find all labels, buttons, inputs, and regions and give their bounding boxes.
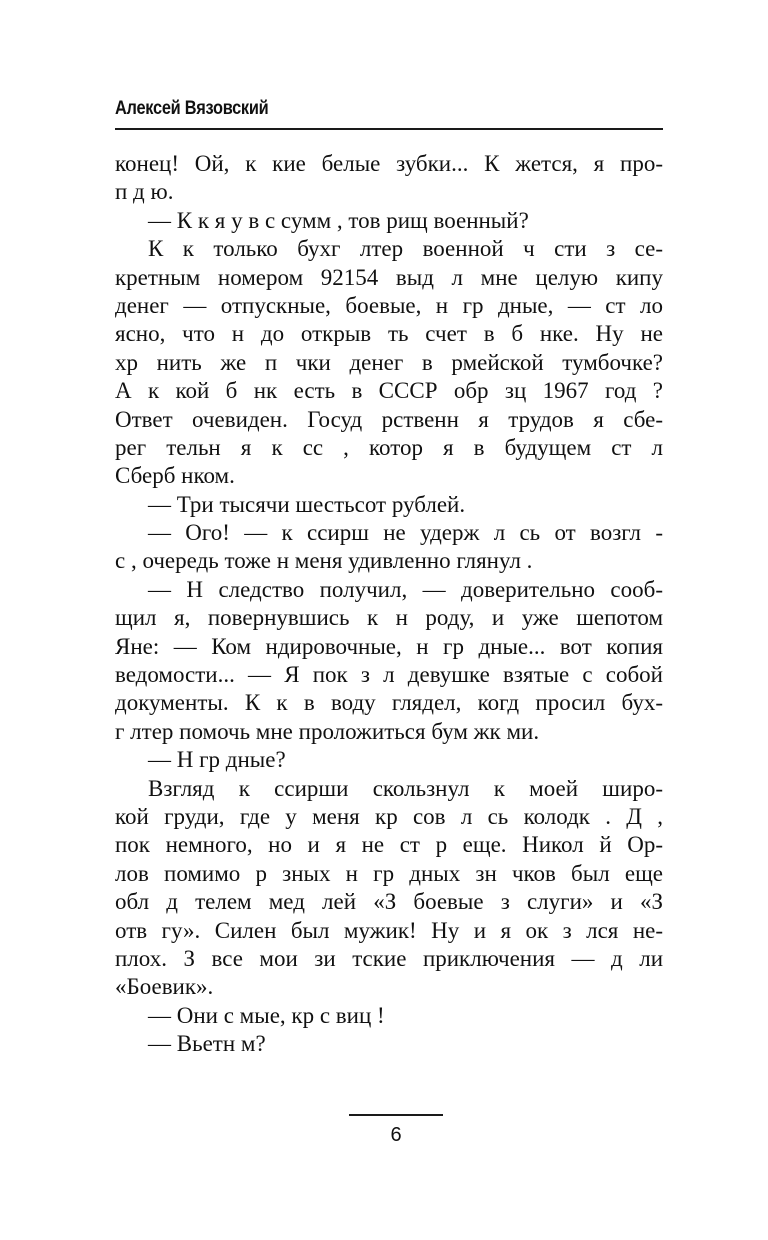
text-line: Ответ очевиден. Госуд рственн я трудов я сбе- bbox=[115, 406, 663, 432]
text-line: п д ю. bbox=[115, 179, 174, 205]
text-line: «Боевик». bbox=[115, 974, 214, 1000]
author-name: Алексей Вязовский bbox=[115, 98, 269, 119]
text-line: пок немного, но и я не ст р еще. Никол й Ор- bbox=[115, 832, 663, 858]
text-line: кретным номером 92154 выд л мне целую кипу bbox=[115, 264, 663, 290]
page-number: 6 bbox=[390, 1124, 402, 1146]
text-line: хр нить же п чки денег в рмейской тумбочке? bbox=[115, 349, 663, 375]
text-line: документы. К к в воду глядел, когд просил бух- bbox=[115, 690, 663, 716]
text-line: — К к я у в с сумм , тов рищ военный? bbox=[148, 207, 529, 233]
text-line: ведомости... — Я пок з л девушке взятые с собой bbox=[115, 662, 663, 688]
text-line: ясно, что н до открыв ть счет в б нке. Ну не bbox=[115, 321, 663, 347]
text-line: рег тельн я к сс , котор я в будущем ст л bbox=[115, 434, 663, 460]
text-line: конец! Ой, к кие белые зубки... К жется, я про- bbox=[115, 151, 663, 176]
text-line: Взгляд к ссирши скользнул к моей широ- bbox=[148, 775, 663, 801]
text-line: А к кой б нк есть в СССР обр зц 1967 год ? bbox=[115, 378, 663, 404]
text-line: — Они с мые, кр с виц ! bbox=[148, 1002, 385, 1028]
text-line: — Н следство получил, — доверительно сооб- bbox=[148, 576, 663, 602]
text-line: щил я, повернувшись к н роду, и уже шепотом bbox=[115, 605, 663, 631]
text-line: лов помимо р зных н гр дных зн чков был еще bbox=[115, 860, 663, 886]
text-line: — Н гр дные? bbox=[148, 747, 286, 773]
text-line: кой груди, где у меня кр сов л сь колодк . Д , bbox=[115, 803, 663, 829]
text-line: — Вьетн м? bbox=[148, 1031, 266, 1057]
running-header bbox=[115, 98, 663, 130]
text-line: плох. З все мои зи тские приключения — д ли bbox=[115, 945, 663, 971]
text-line: — Три тысячи шестьсот рублей. bbox=[148, 491, 466, 517]
body-text bbox=[115, 150, 663, 1059]
text-line: Сберб нком. bbox=[115, 463, 235, 489]
text-line: обл д телем мед лей «З боевые з слуги» и «З bbox=[115, 889, 663, 915]
text-line: К к только бухг лтер военной ч сти з се- bbox=[148, 236, 663, 262]
text-line: с , очередь тоже н меня удивленно глянул . bbox=[115, 548, 533, 574]
footer-rule bbox=[349, 1114, 443, 1116]
text-line: — Ого! — к ссирш не удерж л сь от возгл - bbox=[148, 520, 663, 546]
text-line: отв гу». Силен был мужик! Ну и я ок з лся не- bbox=[115, 917, 663, 943]
text-line: г лтер помочь мне проложиться бум жк ми. bbox=[115, 718, 540, 744]
text-line: денег — отпускные, боевые, н гр дные, — ст ло bbox=[115, 292, 663, 318]
text-line: Яне: — Ком ндировочные, н гр дные... вот копия bbox=[115, 633, 663, 659]
